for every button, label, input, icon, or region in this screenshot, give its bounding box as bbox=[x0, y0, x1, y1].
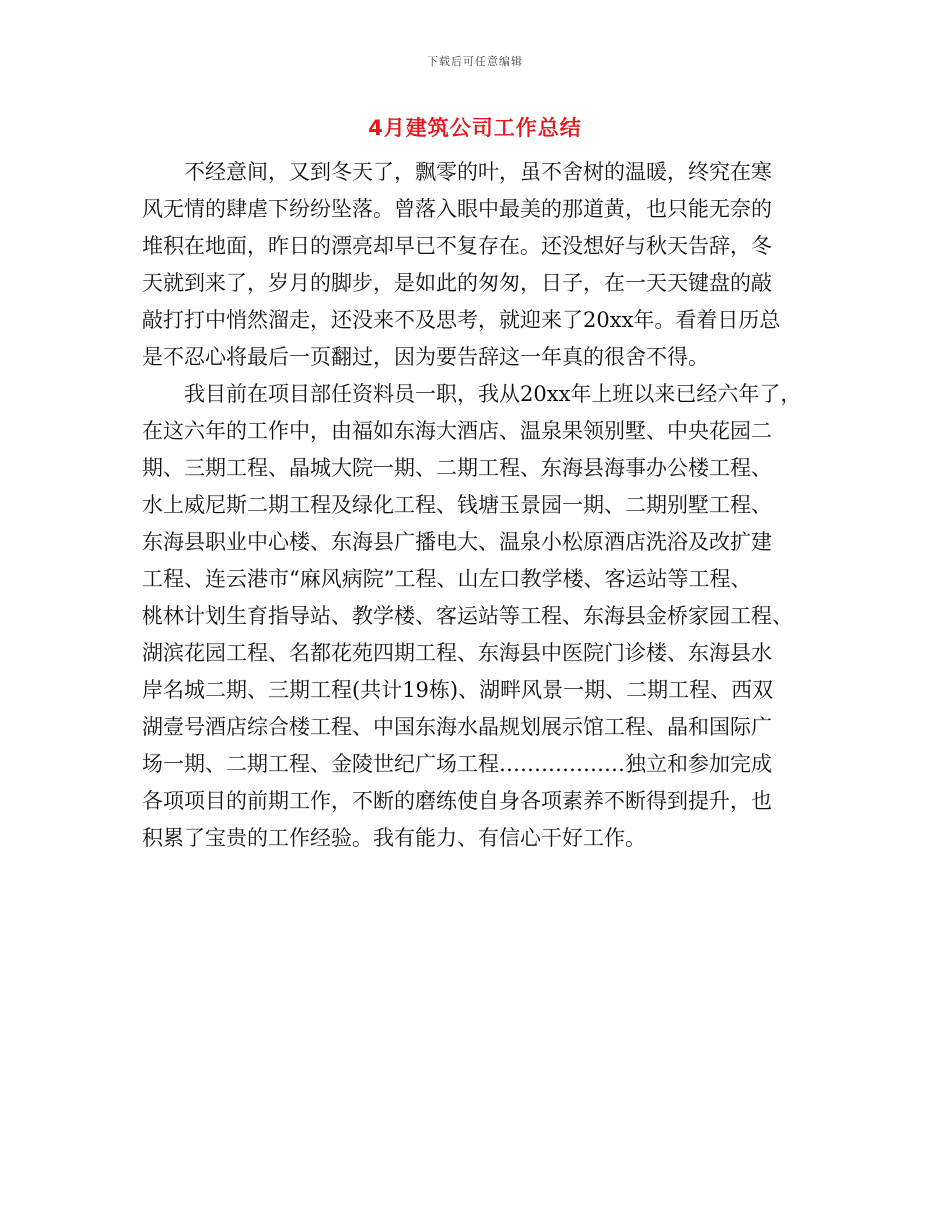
paragraph-line: 风无情的肆虐下纷纷坠落。曾落入眼中最美的那道黄，也只能无奈的 bbox=[142, 197, 772, 221]
paragraph-line: 在这六年的工作中，由福如东海大酒店、温泉果领别墅、中央花园二 bbox=[142, 419, 772, 443]
paragraph-line: 岸名城二期、三期工程(共计19栋)、湖畔风景一期、二期工程、西双 bbox=[142, 678, 774, 702]
paragraph-line: 我目前在项目部任资料员一职，我从20xx年上班以来已经六年了， bbox=[142, 382, 802, 406]
paragraph-line: 东海县职业中心楼、东海县广播电大、温泉小松原酒店洗浴及改扩建 bbox=[142, 530, 772, 554]
paragraph-line: 不经意间，又到冬天了，飘零的叶，虽不舍树的温暖，终究在寒 bbox=[142, 160, 772, 184]
paragraph-line: 场一期、二期工程、金陵世纪广场工程………………独立和参加完成 bbox=[142, 752, 772, 776]
paragraph-line: 各项项目的前期工作，不断的磨练使自身各项素养不断得到提升，也 bbox=[142, 789, 772, 813]
paragraph-line: 水上威尼斯二期工程及绿化工程、钱塘玉景园一期、二期别墅工程、 bbox=[142, 493, 772, 517]
header-note: 下载后可任意编辑 bbox=[427, 55, 523, 68]
paragraph-line: 天就到来了，岁月的脚步，是如此的匆匆，日子，在一天天键盘的敲 bbox=[142, 271, 772, 295]
paragraph-line: 积累了宝贵的工作经验。我有能力、有信心干好工作。 bbox=[142, 826, 646, 850]
paragraph-line: 湖壹号酒店综合楼工程、中国东海水晶规划展示馆工程、晶和国际广 bbox=[142, 715, 772, 739]
paragraph-line: 堆积在地面，昨日的漂亮却早已不复存在。还没想好与秋天告辞，冬 bbox=[142, 234, 772, 258]
paragraph-line: 期、三期工程、晶城大院一期、二期工程、东海县海事办公楼工程、 bbox=[142, 456, 772, 480]
paragraph-line: 桃林计划生育指导站、教学楼、客运站等工程、东海县金桥家园工程、 bbox=[142, 604, 793, 628]
paragraph-line: 工程、连云港市“麻风病院”工程、山左口教学楼、客运站等工程、 bbox=[142, 567, 752, 591]
document-body bbox=[142, 154, 822, 857]
paragraph-line: 敲打打中悄然溜走，还没来不及思考，就迎来了20xx年。看着日历总 bbox=[142, 308, 781, 332]
paragraph-2 bbox=[142, 376, 822, 857]
paragraph-1 bbox=[142, 154, 822, 376]
document-title: 4月建筑公司工作总结 bbox=[368, 116, 582, 140]
paragraph-line: 是不忍心将最后一页翻过，因为要告辞这一年真的很舍不得。 bbox=[142, 345, 709, 369]
paragraph-line: 湖滨花园工程、名都花苑四期工程、东海县中医院门诊楼、东海县水 bbox=[142, 641, 772, 665]
